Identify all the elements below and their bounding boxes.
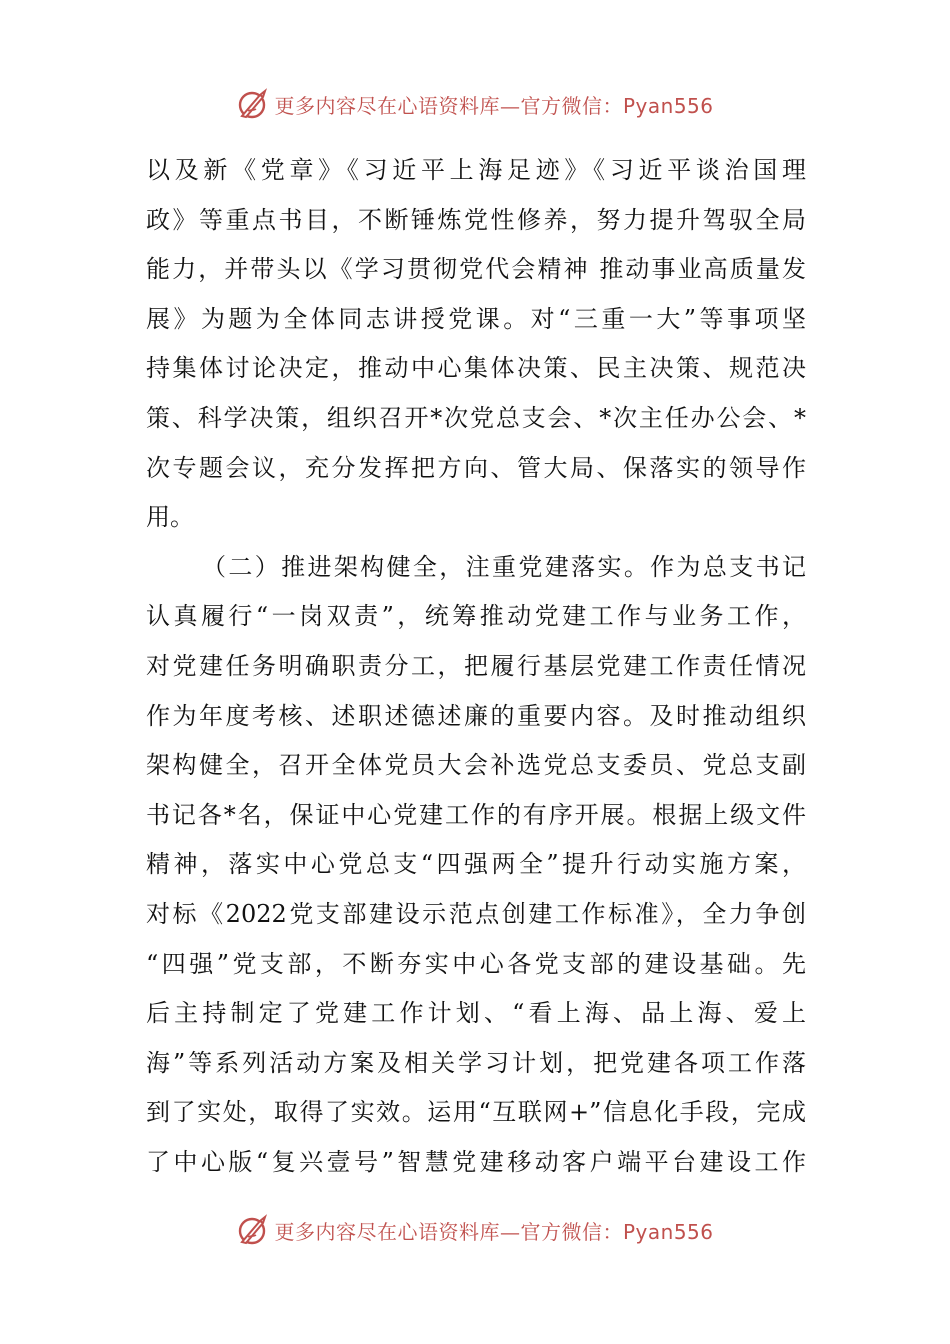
footer-banner bbox=[0, 1210, 950, 1250]
banner-text bbox=[274, 90, 713, 119]
text-line: 对党建任务明确职责分工，把履行基层党建工作责任情况 bbox=[146, 651, 806, 680]
text-line: 政》等重点书目，不断锤炼党性修养，努力提升驾驭全局 bbox=[146, 205, 806, 234]
text-line: 作为年度考核、述职述德述廉的重要内容。及时推动组织 bbox=[146, 701, 806, 730]
text-line: 海”等系列活动方案及相关学习计划，把党建各项工作落 bbox=[146, 1048, 806, 1077]
pen-logo-icon bbox=[236, 1213, 270, 1247]
paragraph-1 bbox=[146, 146, 806, 543]
banner-dash: — bbox=[499, 1219, 521, 1244]
text-line: 展》为题为全体同志讲授党课。对“三重一大”等事项坚 bbox=[146, 304, 806, 333]
text-line: 到了实处，取得了实效。运用“互联网+”信息化手段，完成 bbox=[146, 1098, 806, 1127]
text-line: 精神，落实中心党总支“四强两全”提升行动实施方案， bbox=[146, 850, 806, 879]
header-banner bbox=[0, 84, 950, 124]
text-line: “四强”党支部，不断夯实中心各党支部的建设基础。先 bbox=[146, 949, 806, 978]
banner-wechat-label: 官方微信： bbox=[520, 93, 623, 118]
banner-text bbox=[274, 1216, 713, 1245]
paragraph-2 bbox=[146, 543, 806, 1188]
pen-logo-icon bbox=[236, 87, 270, 121]
text-line: 架构健全，召开全体党员大会补选党总支委员、党总支副 bbox=[146, 751, 806, 780]
banner-site-text: 更多内容尽在心语资料库 bbox=[274, 93, 500, 118]
text-line: 用。 bbox=[146, 503, 194, 532]
text-line: 了中心版“复兴壹号”智慧党建移动客户端平台建设工作 bbox=[146, 1147, 806, 1176]
banner-site-text: 更多内容尽在心语资料库 bbox=[274, 1219, 500, 1244]
text-line: 策、科学决策，组织召开*次党总支会、*次主任办公会、* bbox=[146, 403, 806, 432]
text-line: 能力，并带头以《学习贯彻党代会精神 推动事业高质量发 bbox=[146, 255, 806, 284]
text-line: 以及新《党章》《习近平上海足迹》《习近平谈治国理 bbox=[146, 156, 806, 184]
text-line: 持集体讨论决定，推动中心集体决策、民主决策、规范决 bbox=[146, 354, 806, 383]
text-line: 次专题会议，充分发挥把方向、管大局、保落实的领导作 bbox=[146, 453, 806, 482]
text-line: 后主持制定了党建工作计划、“看上海、品上海、爱上 bbox=[146, 999, 806, 1028]
banner-wechat-id: Pyan556 bbox=[622, 93, 714, 118]
document-body bbox=[146, 146, 806, 1187]
banner-dash: — bbox=[499, 93, 521, 118]
banner-wechat-id: Pyan556 bbox=[622, 1219, 714, 1244]
text-line: 认真履行“一岗双责”，统筹推动党建工作与业务工作， bbox=[146, 602, 806, 631]
text-line: （二）推进架构健全，注重党建落实。作为总支书记 bbox=[202, 552, 806, 581]
text-line: 对标《2022党支部建设示范点创建工作标准》，全力争创 bbox=[146, 899, 806, 928]
text-line: 书记各*名，保证中心党建工作的有序开展。根据上级文件 bbox=[146, 800, 806, 829]
banner-wechat-label: 官方微信： bbox=[520, 1219, 623, 1244]
